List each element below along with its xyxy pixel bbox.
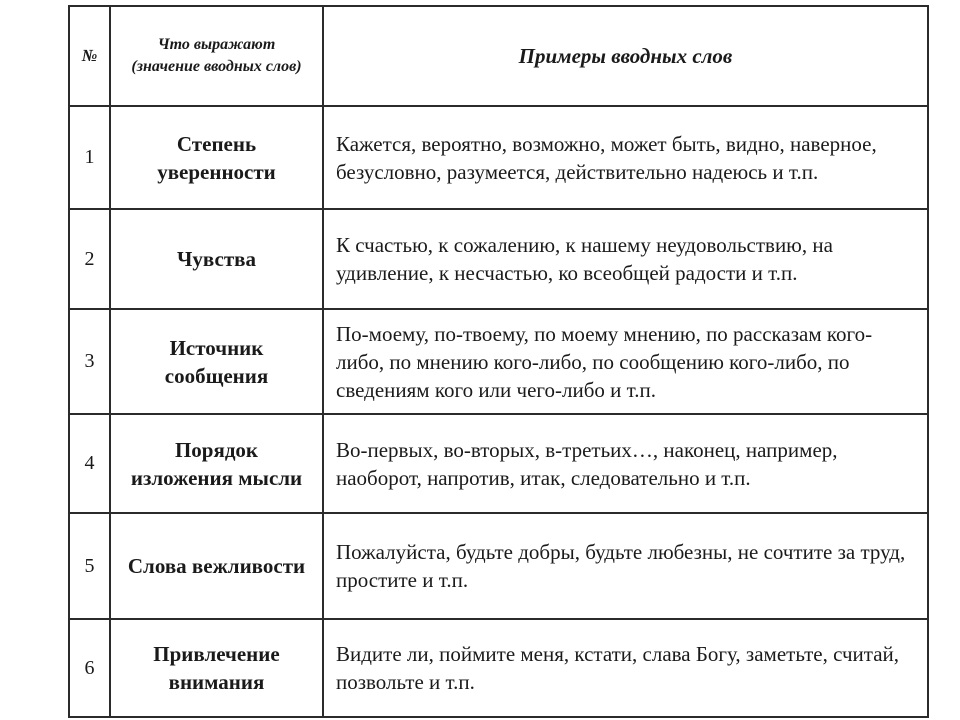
header-meaning: Что выражают (значение вводных слов): [110, 6, 323, 106]
row-number: 5: [69, 513, 110, 619]
row-number: 2: [69, 209, 110, 309]
row-number: 6: [69, 619, 110, 717]
row-examples: Во-первых, во-вторых, в-третьих…, наконец, например, наоборот, напротив, итак, следовательно и т.п.: [323, 414, 928, 513]
row-examples: По-моему, по-твоему, по моему мнению, по рассказам кого- либо, по мнению кого-либо, по сообщению кого-либо, по сведениям кого или чего-либо и т.п.: [323, 309, 928, 414]
row-meaning: Порядок изложения мысли: [110, 414, 323, 513]
table-row: [69, 106, 928, 209]
row-meaning: Слова вежливости: [110, 513, 323, 619]
row-meaning: Привлечение внимания: [110, 619, 323, 717]
intro-words-table: [68, 5, 929, 718]
header-row: [69, 6, 928, 106]
table-row: [69, 513, 928, 619]
row-examples: К счастью, к сожалению, к нашему неудовольствию, на удивление, к несчастью, ко всеобщей радости и т.п.: [323, 209, 928, 309]
header-number: №: [69, 6, 110, 106]
row-examples: Пожалуйста, будьте добры, будьте любезны, не сочтите за труд, простите и т.п.: [323, 513, 928, 619]
row-number: 3: [69, 309, 110, 414]
row-meaning: Чувства: [110, 209, 323, 309]
row-examples: Кажется, вероятно, возможно, может быть, видно, наверное, безусловно, разумеется, действительно надеюсь и т.п.: [323, 106, 928, 209]
table-row: [69, 209, 928, 309]
header-examples: Примеры вводных слов: [323, 6, 928, 106]
table-row: [69, 414, 928, 513]
row-number: 1: [69, 106, 110, 209]
table-row: [69, 619, 928, 717]
table-row: [69, 309, 928, 414]
row-meaning: Степень уверенности: [110, 106, 323, 209]
row-examples: Видите ли, поймите меня, кстати, слава Богу, заметьте, считай, позвольте и т.п.: [323, 619, 928, 717]
row-number: 4: [69, 414, 110, 513]
row-meaning: Источник сообщения: [110, 309, 323, 414]
